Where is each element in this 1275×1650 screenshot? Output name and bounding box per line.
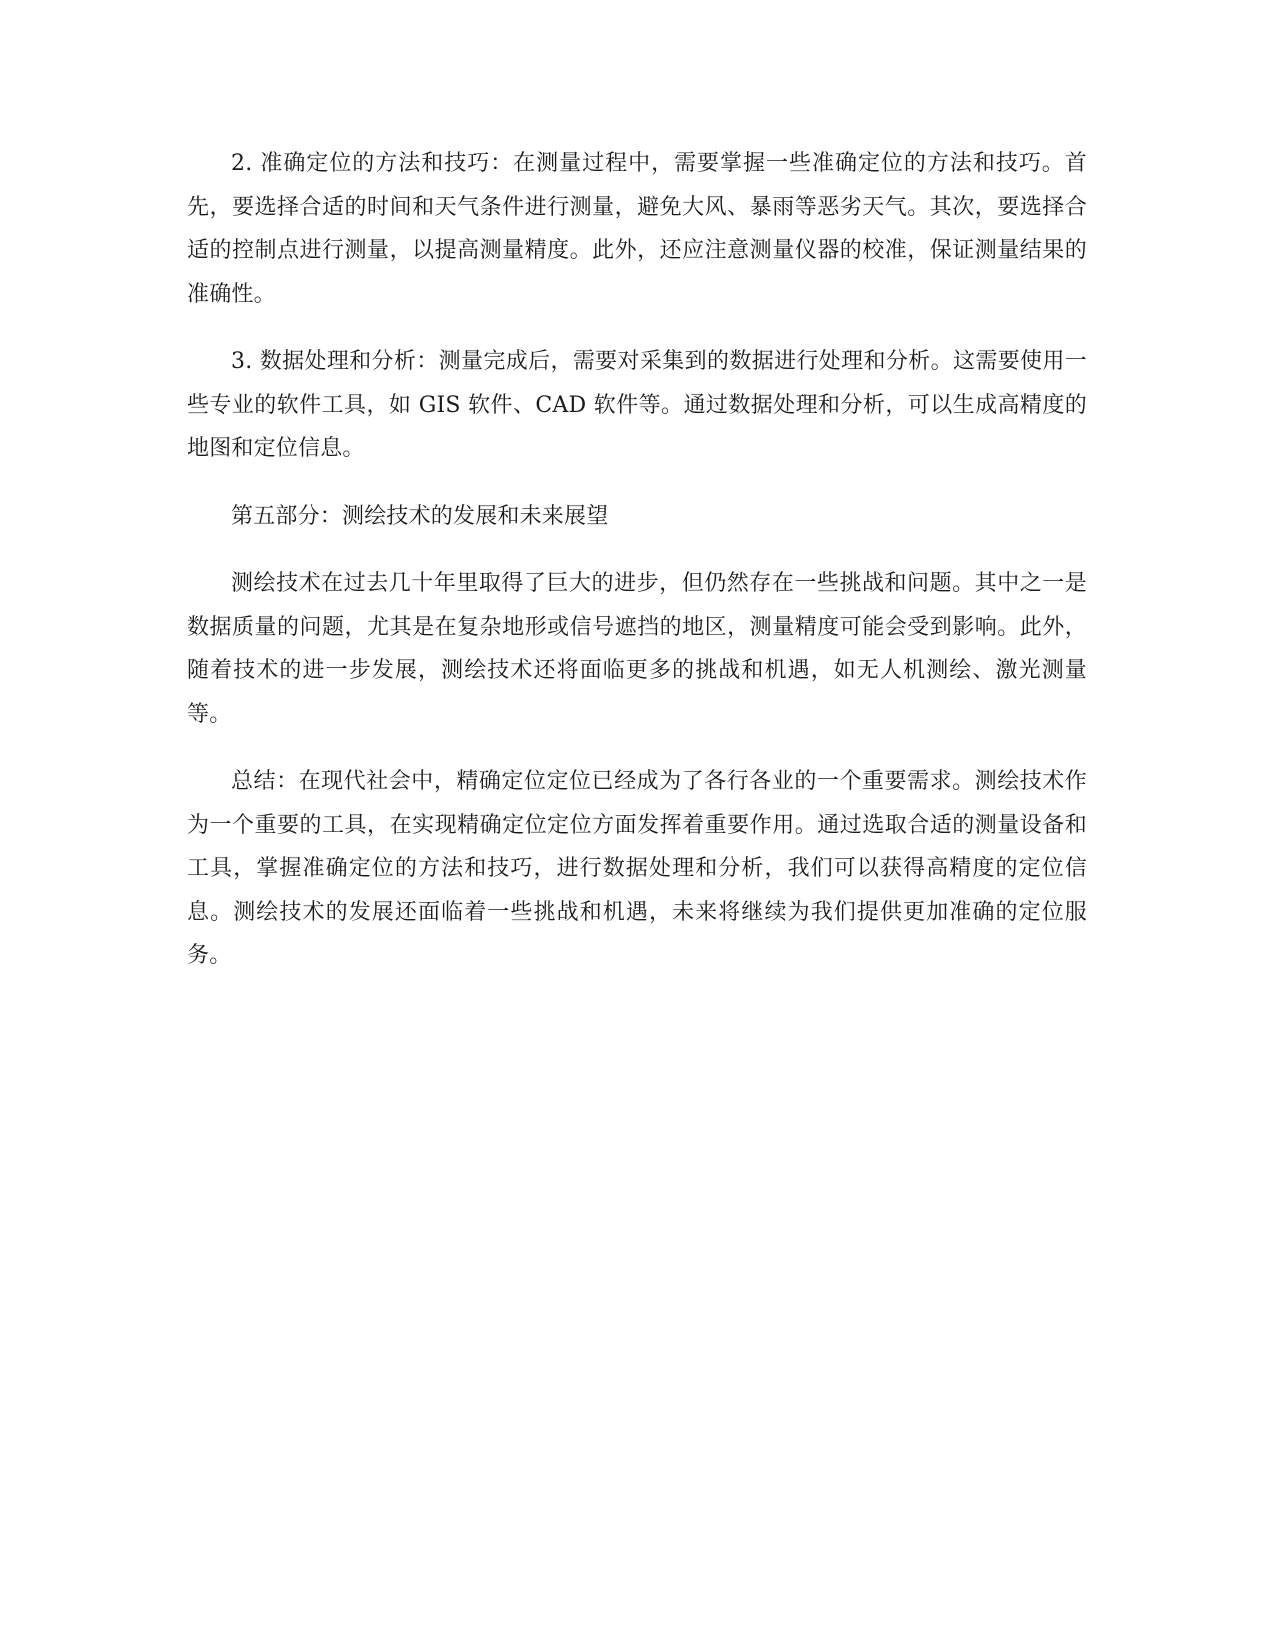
section-heading-part-five: 第五部分：测绘技术的发展和未来展望 (231, 503, 609, 529)
paragraph-data-processing: 3. 数据处理和分析：测量完成后，需要对采集到的数据进行处理和分析。这需要使用一些专业的软件工具，如 GIS 软件、CAD 软件等。通过数据处理和分析，可以生成高精度的地图和定位信息。 (187, 349, 1087, 461)
document-body (187, 142, 1087, 1002)
paragraph-summary: 总结：在现代社会中，精确定位定位已经成为了各行各业的一个重要需求。测绘技术作为一个重要的工具，在实现精确定位定位方面发挥着重要作用。通过选取合适的测量设备和工具，掌握准确定位的方法和技巧，进行数据处理和分析，我们可以获得高精度的定位信息。测绘技术的发展还面临着一些挑战和机遇，未来将继续为我们提供更加准确的定位服务。 (187, 769, 1087, 968)
paragraph-positioning-methods: 2. 准确定位的方法和技巧：在测量过程中，需要掌握一些准确定位的方法和技巧。首先，要选择合适的时间和天气条件进行测量，避免大风、暴雨等恶劣天气。其次，要选择合适的控制点进行测量，以提高测量精度。此外，还应注意测量仪器的校准，保证测量结果的准确性。 (187, 151, 1087, 307)
paragraph-technology-development: 测绘技术在过去几十年里取得了巨大的进步，但仍然存在一些挑战和问题。其中之一是数据质量的问题，尤其是在复杂地形或信号遮挡的地区，测量精度可能会受到影响。此外，随着技术的进一步发展，测绘技术还将面临更多的挑战和机遇，如无人机测绘、激光测量等。 (187, 571, 1087, 727)
